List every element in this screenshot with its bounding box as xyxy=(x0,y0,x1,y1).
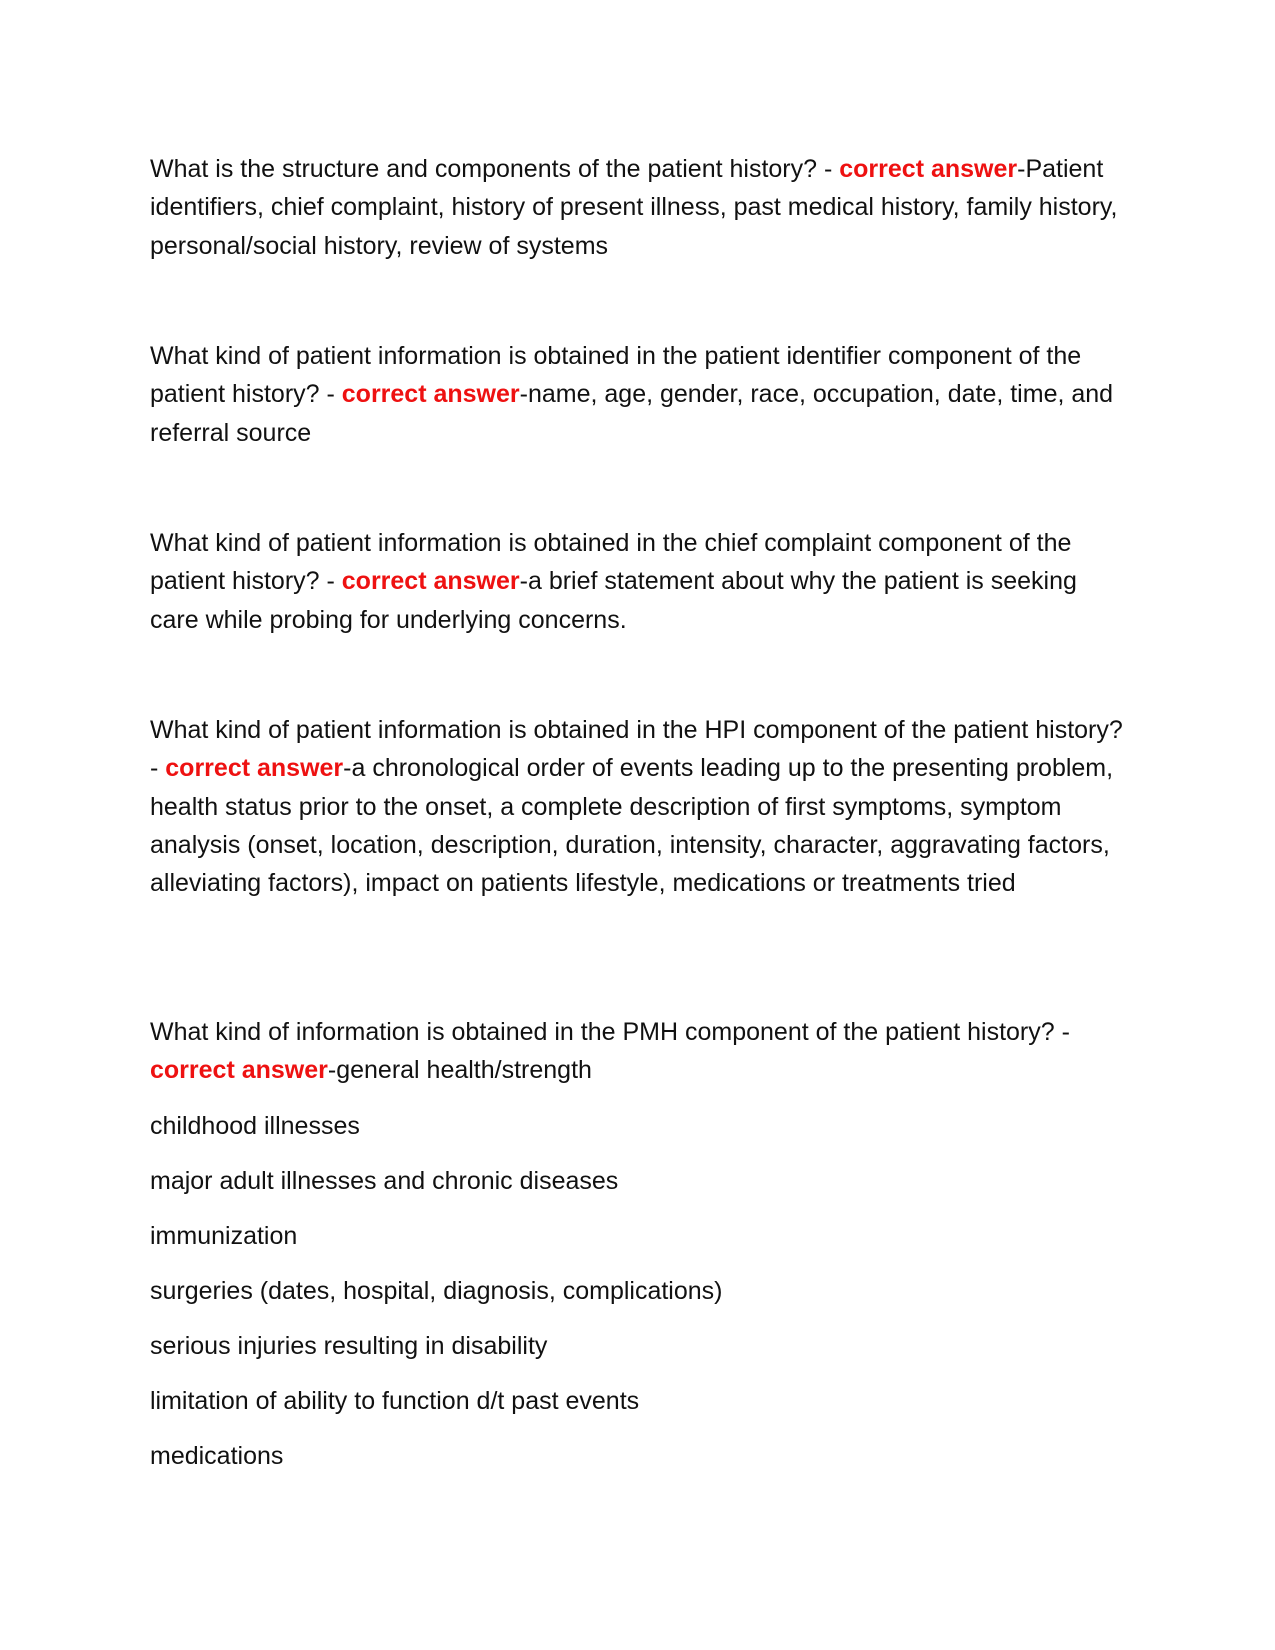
question: What is the structure and components of the patient history? - xyxy=(150,155,840,183)
pmh-item: immunization xyxy=(150,1222,298,1250)
qa-block xyxy=(150,711,1130,902)
pmh-item: major adult illnesses and chronic diseases xyxy=(150,1167,619,1195)
question: What kind of patient information is obtained in the patient identifier component of the patient history? - xyxy=(150,342,1082,409)
answer: -a chronological order of events leading up to the presenting problem, health status prior to the onset, a complete description of first symptoms, symptom analysis (onset, location, description, duration, intensity, character, aggravating factors, alleviating factors), impact on patients lifestyle, medications or treatments tried xyxy=(150,754,1114,898)
pmh-item: childhood illnesses xyxy=(150,1112,360,1140)
pmh-item: limitation of ability to function d/t past events xyxy=(150,1387,640,1415)
answer: -general health/strength xyxy=(327,1056,592,1085)
pmh-item: serious injuries resulting in disability xyxy=(150,1332,548,1360)
qa-block xyxy=(150,1013,1130,1090)
qa-block xyxy=(150,524,1130,639)
qa-block xyxy=(150,337,1130,452)
answer-label: correct answer xyxy=(150,1056,328,1085)
answer-label: correct answer xyxy=(839,155,1018,183)
answer: -name, age, gender, race, occupation, date, time, and referral source xyxy=(150,380,1114,447)
question: What kind of patient information is obtained in the HPI component of the patient history? - xyxy=(150,716,1123,783)
pmh-item: surgeries (dates, hospital, diagnosis, complications) xyxy=(150,1277,723,1305)
answer: -a brief statement about why the patient is seeking care while probing for underlying concerns. xyxy=(150,567,1077,634)
question: What kind of information is obtained in the PMH component of the patient history? - xyxy=(150,1018,1070,1046)
qa-block xyxy=(150,150,1130,265)
answer: -Patient identifiers, chief complaint, history of present illness, past medical history, family history, personal/social history, review of systems xyxy=(150,155,1118,260)
answer-label: correct answer xyxy=(165,754,344,783)
pmh-item: medications xyxy=(150,1442,284,1470)
question: What kind of patient information is obtained in the chief complaint component of the patient history? - xyxy=(150,529,1072,596)
answer-label: correct answer xyxy=(341,380,520,409)
answer-label: correct answer xyxy=(341,567,520,596)
